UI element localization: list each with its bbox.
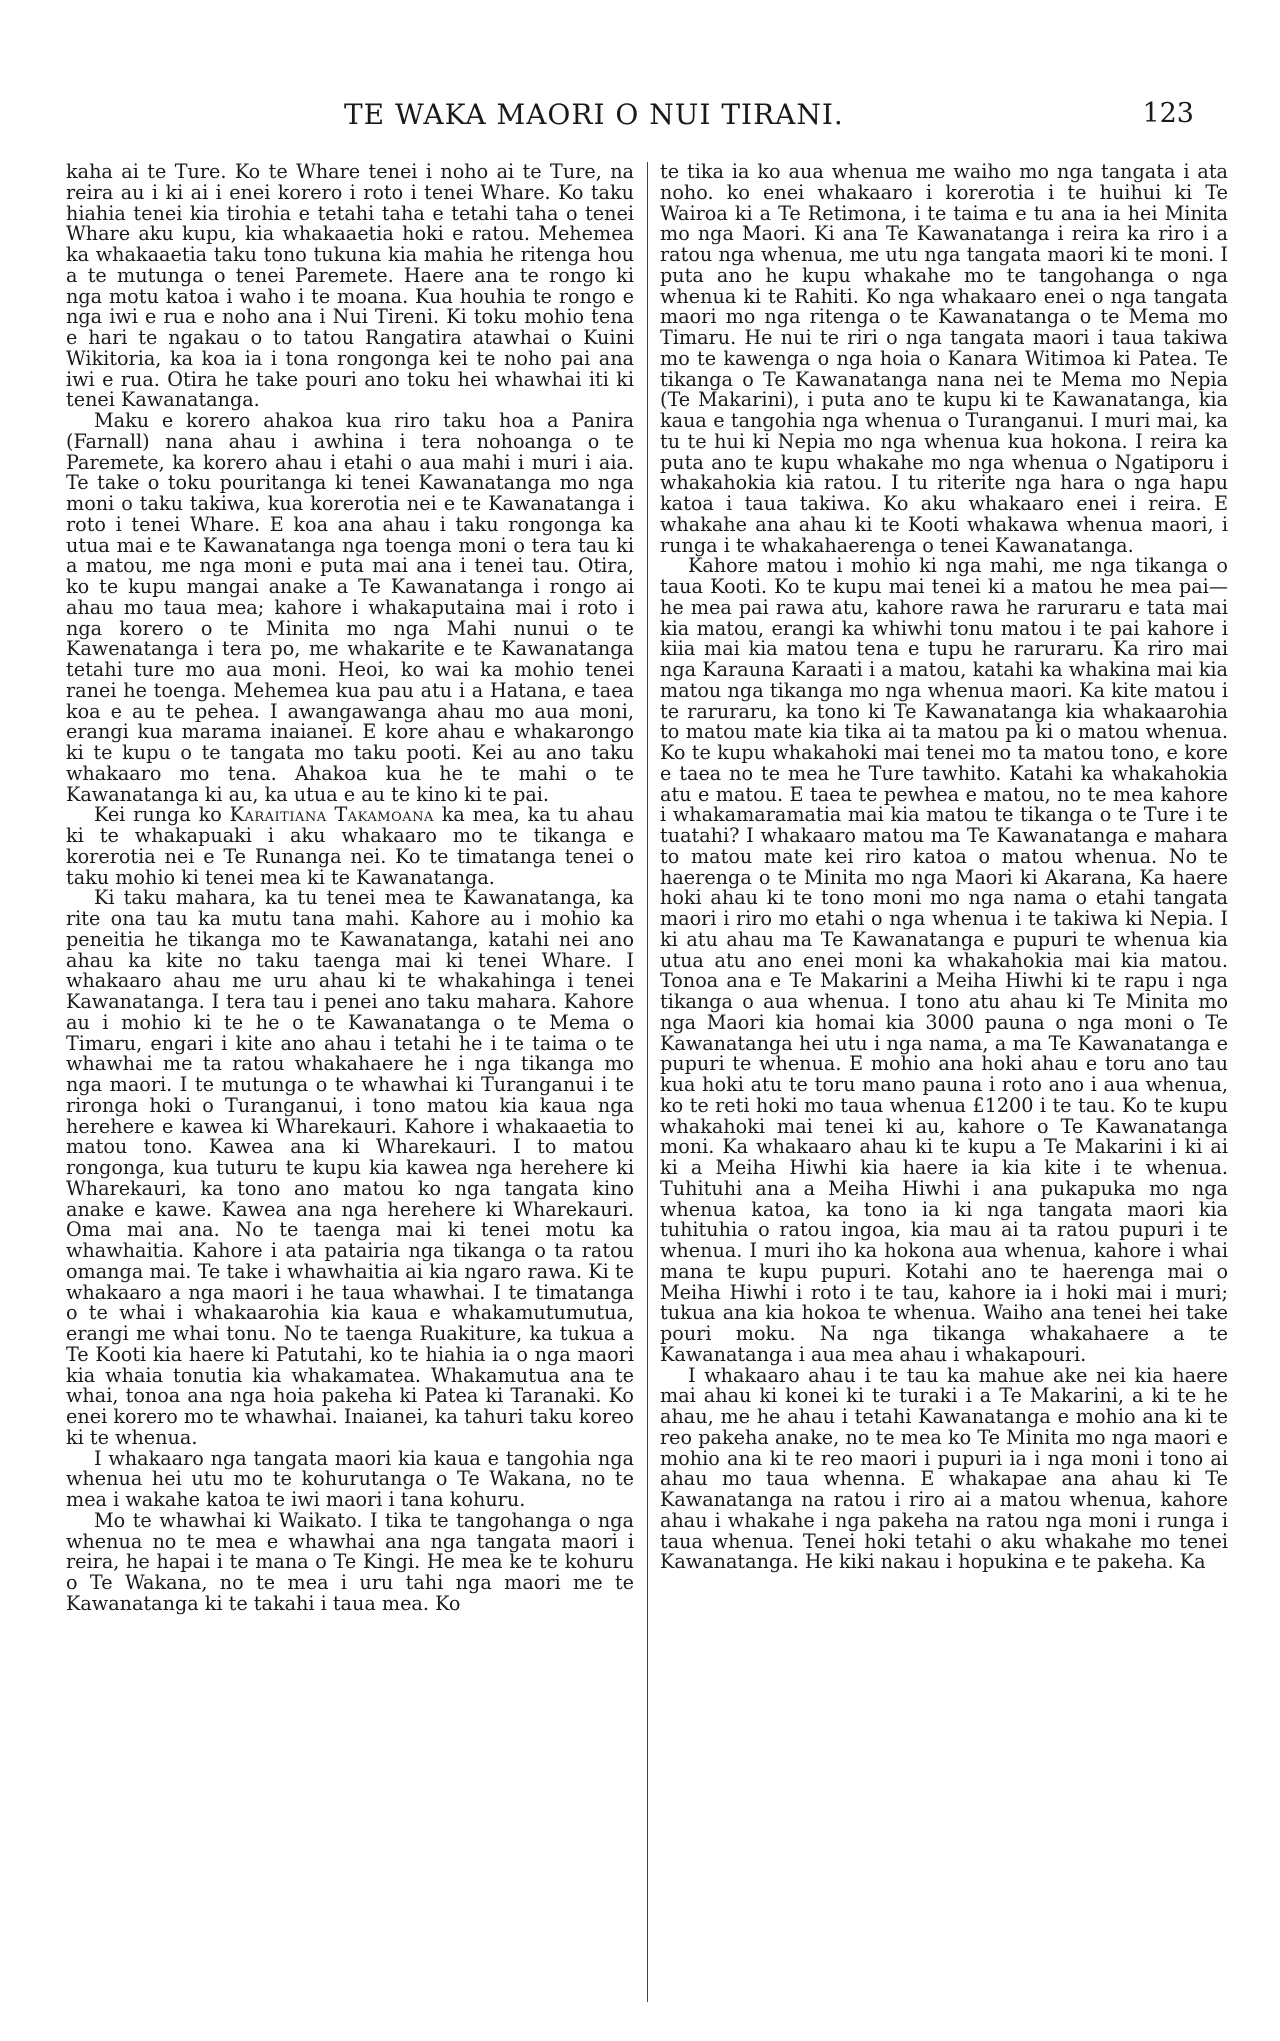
paragraph: Ki taku mahara, ka tu tenei mea te Kawanatanga, ka rite ona tau ka mutu tana mahi. Kahore au i mohio ka peneitia he tikanga mo te Kawanatanga, katahi nei ano ahau ka kite no taku taenga mai ki tenei Whare. I whakaaro ahau me uru ahau ki te whakahinga i tenei Kawanatanga. I tera tau i penei ano taku mahara. Kahore au i mohio ki te he o te Kawanatanga o te Mema o Timaru, engari i kite ano ahau i tetahi he i te taima o te whawhai me ta ratou whakahaere he i nga tikanga mo nga maori. I te mutunga o te whawhai ki Turanganui i te rironga hoki o Turanganui, i tono matou kia kaua nga herehere e kawea ki Wharekauri. Kahore i whakaaetia to matou tono. Kawea ana ki Wharekauri. I to matou rongonga, kua tuturu te kupu kia kawea nga herehere ki Wharekauri, ka tono ano matou ko nga tangata kino anake e kawe. Kawea ana nga herehere ki Wharekauri. Oma mai ana. No te taenga mai ki tenei motu ka whawhaitia. Kahore i ata patairia nga tikanga o ta ratou omanga mai. Te take i whawhaitia ai kia ngaro rawa. Ki te whakaaro a nga maori i he taua whawhai. I te timatanga o te whai i whakaarohia kia kaua e whakamutumutua, erangi me whai tonu. No te taenga Ruakiture, ka tukua a Te Kooti kia haere ki Patutahi, ko te hiahia ia o nga maori kia whaia tonutia kia whakamatea. Whakamutua ana te whai, tonoa ana nga hoia pakeha ki Patea ki Taranaki. Ko enei korero mo te whawhai. Inaianei, ka tahuri taku koreo ki te whenua. bbox=[66, 886, 634, 1449]
running-title: TE WAKA MAORI O NUI TIRANI. bbox=[344, 98, 844, 131]
page-number: 123 bbox=[1142, 98, 1194, 129]
paragraph: Kahore matou i mohio ki nga mahi, me nga tikanga o taua Kooti. Ko te kupu mai tenei ki a matou he mea pai—he mea pai rawa atu, kahore rawa he raruraru e tata mai kia matou, erangi ka whiwhi tonu matou i te pai kahore i kiia mai kia matou tena e tupu he raruraru. Ka riro mai nga Karauna Karaati i a matou, katahi ka whakina mai kia matou nga tikanga mo nga whenua maori. Ka kite matou i te raruraru, ka tono ki Te Kawanatanga kia whakaarohia to matou mate kia tika ai ta matou pa ki o matou whenua. Ko te kupu whakahoki mai tenei mo ta matou tono, e kore e taea no te mea he Ture tawhito. Katahi ka whakahokia atu e matou. E taea te pewhea e matou, no te mea kahore i whakamaramatia mai kia matou te tikanga o te Ture i te tuatahi? I whakaaro matou ma Te Kawanatanga e mahara to matou mate kei riro katoa o matou whenua. No te haerenga o te Minita mo nga Maori ki Akarana, Ka haere hoki ahau ki te tono moni mo nga nama o etahi tangata maori i riro mo etahi o nga whenua i te takiwa ki Nepia. I ki atu ahau ma Te Kawanatanga e pupuri te whenua kia utua atu ano enei moni ka whakahokia mai kia matou. Tonoa ana e Te Makarini a Meiha Hiwhi ki te rapu i nga tikanga o aua whenua. I tono atu ahau ki Te Minita mo nga Maori kia homai kia 3000 pauna o nga moni o Te Kawanatanga hei utu i nga nama, a ma Te Kawanatanga e pupuri te whenua. E mohio ana hoki ahau e toru ano tau kua hoki atu te toru mano pauna i roto ano i aua whenua, ko te reti hoki mo taua whenua £1200 i te tau. Ko te kupu whakahoki mai tenei ki au, kahore o Te Kawanatanga moni. Ka whakaaro ahau ki te kupu a Te Makarini i ki ai ki a Meiha Hiwhi kia haere ia kia kite i te whenua. Tuhituhi ana a Meiha Hiwhi i ana pukapuka mo nga whenua katoa, ka tono ia ki nga tangata maori kia tuhituhia o ratou ingoa, kia mau ai ta ratou pupuri i te whenua. I muri iho ka hokona aua whenua, kahore i whai mana te kupu pupuri. Kotahi ano te haerenga mai o Meiha Hiwhi i roto i te tau, kahore ia i hoki mai i muri; tukua ana kia hokoa te whenua. Waiho ana tenei hei take pouri moku. Na nga tikanga whakahaere a te Kawanatanga i aua mea ahau i whakapouri. bbox=[660, 554, 1228, 1366]
paragraph: I whakaaro ahau i te tau ka mahue ake nei kia haere mai ahau ki konei ki te turaki i a Te Makarini, a ki te he ahau, me he ahau i tetahi Kawanatanga e mohio ana ki te reo pakeha anake, no te mea ko Te Minita mo nga maori e mohio ana ki te reo maori i pupuri ia i nga moni i tono ai ahau mo taua whenna. E whakapae ana ahau ki Te Kawanatanga na ratou i riro ai a matou whenua, kahore ahau i whakahe i nga pakeha na ratou nga moni i runga i taua whenua. Tenei hoki tetahi o aku whakahe mo tenei Kawanatanga. He kiki nakau i hopukina e te pakeha. Ka bbox=[660, 1363, 1228, 1574]
paragraph: te tika ia ko aua whenua me waiho mo nga tangata i ata noho. ko enei whakaaro i korerotia i te huihui ki Te Wairoa ki a Te Retimona, i te taima e tu ana ia hei Minita mo nga Maori. Ki ana Te Kawanatanga i reira ka riro i a ratou nga whenua, me utu nga tangata maori ki te moni. I puta ano he kupu whakahe mo te tangohanga o nga whenua ki te Rahiti. Ko nga whakaaro enei o nga tangata maori mo nga ritenga o te Kawanatanga o te Mema mo Timaru. He nui te riri o nga tangata maori i taua takiwa mo te kawenga o nga hoia o Kanara Witimoa ki Patea. Te tikanga o Te Kawanatanga nana nei te Mema mo Nepia (Te Makarini), i puta ano te kupu ki te Kawanatanga, kia kaua e tangohia nga whenua o Turanganui. I muri mai, ka tu te hui ki Nepia mo nga whenua kua hokona. I reira ka puta ano te kupu whakahe mo nga whenua o Ngatiporu i whakahokia kia ratou. I tu riterite nga hara o nga hapu katoa i taua takiwa. Ko aku whakaaro enei i reira. E whakahe ana ahau ki te Kooti whakawa whenua maori, i runga i te whakahaerenga o tenei Kawanatanga. bbox=[660, 160, 1228, 557]
speaker-name-first: Karaitiana bbox=[229, 803, 327, 827]
paragraph: kaha ai te Ture. Ko te Whare tenei i noho ai te Ture, na reira au i ki ai i enei korero i roto i tenei Whare. Ko taku hiahia tenei kia tirohia e tetahi taha e tetahi taha o tenei Whare aku kupu, kia whakaaetia hoki e ratou. Mehemea ka whakaaetia taku tono tukuna kia mahia he ritenga hou a te mutunga o tenei Paremete. Haere ana te rongo ki nga motu katoa i waho i te moana. Kua houhia te rongo e nga iwi e rua e noho ana i Nui Tireni. Ki toku mohio tena e hari te ngakau o to tatou Rangatira atawhai o Kuini Wikitoria, ka koa ia i tona rongonga kei te noho pai ana iwi e rua. Otira he take pouri ano toku hei whawhai iti ki tenei Kawanatanga. bbox=[66, 160, 634, 412]
column-divider bbox=[647, 162, 648, 2002]
paragraph: Maku e korero ahakoa kua riro taku hoa a Panira (Farnall) nana ahau i awhina i tera nohoanga o te Paremete, ka korero ahau i etahi o aua mahi i muri i aia. Te take o toku pouritanga ki tenei Kawanatanga mo nga moni o taku takiwa, kua korerotia nei e te Kawanatanga i roto i tenei Whare. E koa ana ahau i taku rongonga ka utua mai e te Kawanatanga nga toenga moni o tera tau ki a matou, me nga moni e puta mai ana i tenei tau. Otira, ko te kupu mangai anake a Te Kawanatanga i rongo ai ahau mo taua mea; kahore i whakaputaina mai i roto i nga korero o te Minita mo nga Mahi nunui o te Kawenatanga i tera po, me whakarite e te Kawanatanga tetahi ture mo aua moni. Heoi, ko wai ka mohio tenei ranei he toenga. Mehemea kua pau atu i a Hatana, e taea koa e au te pehea. I awangawanga ahau mo aua moni, erangi kua marama inaianei. E kore ahau e whakarongo ki te kupu o te tangata mo taku pooti. Kei au ano taku whakaaro mo tena. Ahakoa kua he te mahi o te Kawanatanga ki au, ka utua e au te kino ki te pai. bbox=[66, 409, 634, 806]
left-column bbox=[66, 162, 634, 1615]
paragraph-speaker bbox=[66, 805, 634, 888]
paragraph: Mo te whawhai ki Waikato. I tika te tangohanga o nga whenua no te mea e whawhai ana nga tangata maori i reira, he hapai i te mana o Te Kingi. He mea ke te kohuru o Te Wakana, no te mea i uru tahi nga maori me te Kawanatanga ki te takahi i taua mea. Ko bbox=[66, 1508, 634, 1615]
page-header bbox=[74, 98, 1214, 138]
right-column bbox=[660, 162, 1228, 1573]
speaker-name-last: Takamoana bbox=[334, 803, 434, 827]
speaker-text: ka mea, ka tu ahau ki te whakapuaki i aku whakaaro mo te tikanga e korerotia nei e Te Runanga nei. Ko te timatanga tenei o taku mohio ki tenei mea ki te Kawanatanga. bbox=[66, 803, 634, 889]
paragraph: I whakaaro nga tangata maori kia kaua e tangohia nga whenua hei utu mo te kohurutanga o Te Wakana, no te mea i wakahe katoa te iwi maori i tana kohuru. bbox=[66, 1446, 634, 1511]
speaker-intro: Kei runga ko bbox=[94, 803, 230, 827]
